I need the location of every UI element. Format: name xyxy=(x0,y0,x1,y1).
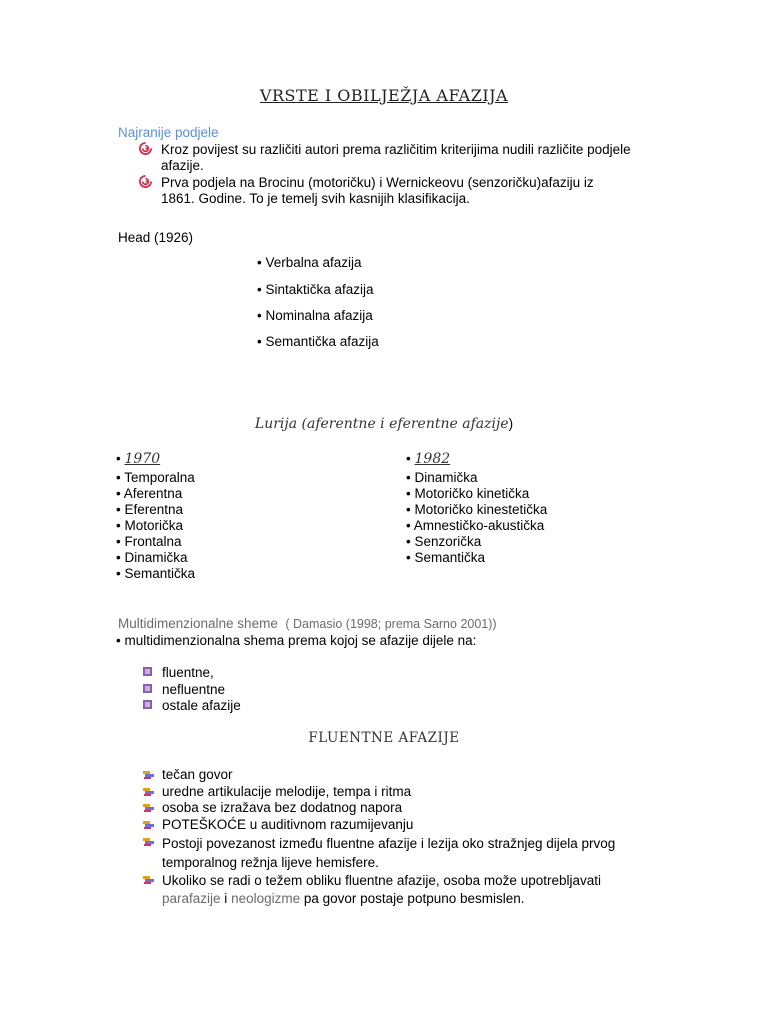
fluentne-item-text: temporalnog režnja lijeve hemisfere. xyxy=(162,855,379,870)
lurija-item-text: Motoričko kinetička xyxy=(414,486,530,501)
bullet: • xyxy=(406,486,411,501)
lurija-heading-text: Lurija (aferentne i eferentne afazije xyxy=(254,416,509,432)
lurija-item xyxy=(116,486,195,502)
section-heading-najranije: Najranije podjele xyxy=(118,125,219,140)
lurija-item-text: Dinamička xyxy=(124,550,188,565)
lurija-item xyxy=(406,518,547,534)
conjunction: i xyxy=(220,891,232,906)
sentence-end: pa govor postaje potpuno besmislen. xyxy=(300,891,525,906)
lurija-item-text: Semantička xyxy=(124,566,196,581)
bullet: • xyxy=(116,502,121,517)
hand-pointer-bullet-icon xyxy=(142,835,156,853)
lurija-item xyxy=(406,534,547,550)
year-label: 1970 xyxy=(124,451,161,467)
lurija-item-text: Temporalna xyxy=(124,470,195,485)
bullet: • xyxy=(406,502,411,517)
bullet: • xyxy=(116,550,121,565)
fluentne-item xyxy=(142,767,615,784)
bullet: • xyxy=(116,566,121,581)
head-item-text: Semantička afazija xyxy=(265,334,379,349)
fluentne-item-text: Postoji povezanost između fluentne afazije i lezija oko stražnjeg dijela prvog xyxy=(162,836,616,851)
lurija-item xyxy=(406,486,547,502)
fluentne-item-text: tečan govor xyxy=(162,767,233,782)
lurija-item-text: Eferentna xyxy=(124,502,184,517)
lurija-item xyxy=(406,502,547,518)
lurija-item-text: Amnestičko-akustička xyxy=(413,518,545,533)
lurija-item-text: Senzorička xyxy=(414,534,482,549)
bullet: • xyxy=(116,534,121,549)
fluentne-item xyxy=(142,800,615,817)
bullet: • xyxy=(116,451,121,466)
swirl-bullet-icon xyxy=(139,142,152,155)
head-label: Head (1926) xyxy=(118,230,194,245)
head-item: • Sintaktička afazija xyxy=(257,282,374,297)
lurija-item xyxy=(406,470,547,486)
multi-heading-text: Multidimenzionalne sheme xyxy=(118,616,278,631)
bullet: • xyxy=(406,470,411,485)
year-1970 xyxy=(116,451,160,467)
lurija-item xyxy=(116,534,195,550)
list-item-line: 1861. Godine. To je temelj svih kasnijih klasifikacija. xyxy=(161,191,470,206)
fluentne-item xyxy=(142,784,615,801)
fluentne-last-line2 xyxy=(162,891,525,907)
lurija-item xyxy=(406,550,547,566)
purple-square-bullet-icon xyxy=(142,699,154,710)
multi-intro: • multidimenzionalna shema prema kojoj se afazije dijele na: xyxy=(116,633,477,648)
head-item: • Verbalna afazija xyxy=(257,255,362,270)
multi-item: nefluentne xyxy=(162,682,226,697)
bullet: • xyxy=(116,470,121,485)
head-item: • Nominalna afazija xyxy=(257,308,373,323)
bullet: • xyxy=(406,518,411,533)
list-item-line: afazije. xyxy=(161,158,204,173)
head-item-text: Sintaktička afazija xyxy=(265,282,374,297)
fluentne-heading: FLUENTNE AFAZIJE xyxy=(308,730,460,746)
lurija-item-text: Dinamička xyxy=(414,470,478,485)
multi-item: ostale afazije xyxy=(162,698,241,713)
term-neologizme: neologizme xyxy=(231,891,301,906)
fluentne-item-text: uredne artikulacije melodije, tempa i ritma xyxy=(162,783,412,799)
lurija-heading-paren: ) xyxy=(508,416,514,431)
fluentne-item xyxy=(142,817,615,834)
purple-square-bullet-icon xyxy=(142,666,154,677)
fluentne-item-text: osoba se izražava bez dodatnog napora xyxy=(162,800,403,815)
lurija-item-text: Aferentna xyxy=(123,486,183,501)
bullet: • xyxy=(406,534,411,549)
bullet: • xyxy=(406,550,411,565)
swirl-bullet-icon xyxy=(139,175,152,188)
head-item-text: Nominalna afazija xyxy=(265,308,373,323)
lurija-1982-list xyxy=(406,470,547,566)
lurija-item-text: Motorička xyxy=(124,518,184,533)
hand-pointer-bullet-icon xyxy=(142,818,156,836)
head-item-text: Verbalna afazija xyxy=(265,255,362,270)
lurija-1970-list xyxy=(116,470,195,582)
fluentne-list xyxy=(142,767,615,872)
lurija-item-text: Motoričko kinestetička xyxy=(414,502,548,517)
lurija-item xyxy=(116,518,195,534)
year-label: 1982 xyxy=(414,451,451,467)
bullet: • xyxy=(116,518,121,533)
multi-item: fluentne, xyxy=(162,665,214,680)
purple-square-bullet-icon xyxy=(142,683,154,694)
list-item-line: Kroz povijest su različiti autori prema različitim kriterijima nudili različite podjele xyxy=(161,142,631,157)
list-item-line: Prva podjela na Brocinu (motoričku) i Wernickeovu (senzoričku)afaziju iz xyxy=(161,175,594,190)
year-1982 xyxy=(406,451,450,467)
lurija-item xyxy=(116,470,195,486)
lurija-item-text: Semantička xyxy=(414,550,486,565)
lurija-item xyxy=(116,566,195,582)
term-parafazije: parafazije xyxy=(162,891,221,906)
head-item: • Semantička afazija xyxy=(257,334,379,349)
hand-pointer-bullet-icon xyxy=(142,874,156,886)
bullet: • xyxy=(116,486,121,501)
lurija-item-text: Frontalna xyxy=(124,534,182,549)
bullet: • xyxy=(406,451,411,466)
multi-ref: ( Damasio (1998; prema Sarno 2001)) xyxy=(285,617,497,631)
fluentne-item xyxy=(142,834,615,872)
fluentne-last-line: Ukoliko se radi o težem obliku fluentne afazije, osoba može upotrebljavati xyxy=(162,873,601,888)
fluentne-item-text: POTEŠKOĆE u auditivnom razumijevanju xyxy=(162,816,414,832)
lurija-heading xyxy=(0,415,768,433)
lurija-item xyxy=(116,550,195,566)
page-title: VRSTE I OBILJEŽJA AFAZIJA xyxy=(259,86,509,105)
multi-heading xyxy=(118,616,497,632)
lurija-item xyxy=(116,502,195,518)
